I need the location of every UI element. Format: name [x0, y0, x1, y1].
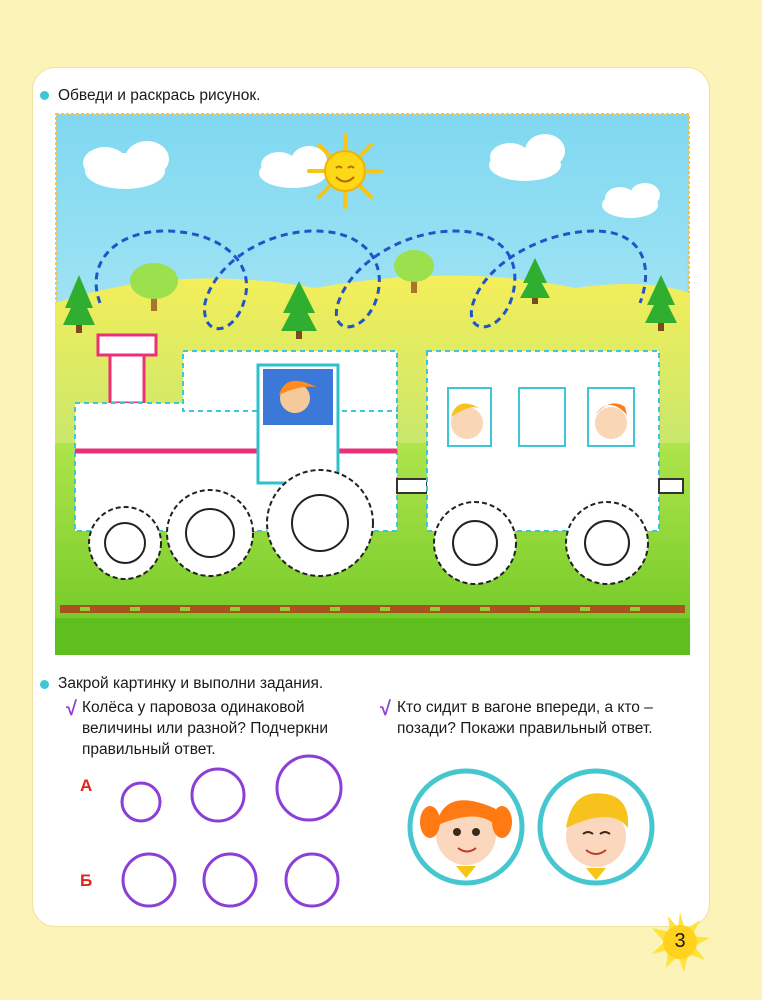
bullet-icon [40, 680, 49, 689]
question-wheels-line: правильный ответ. [82, 741, 216, 758]
question-children-line: Кто сидит в вагоне впереди, а кто – [397, 699, 653, 716]
check-mark-icon: √ [380, 698, 391, 720]
locomotive [75, 335, 427, 531]
question-children-line: позади? Покажи правильный ответ. [397, 720, 653, 737]
option-a-label: А [80, 776, 93, 795]
option-b-label: Б [80, 871, 93, 890]
train-illustration [55, 113, 690, 655]
page-number: 3 [674, 930, 686, 952]
instruction-cover-picture: Закрой картинку и выполни задания. [58, 675, 324, 692]
wheel-icon [566, 502, 648, 584]
bullet-icon [40, 91, 49, 100]
check-mark-icon: √ [66, 698, 77, 720]
instruction-trace-and-color: Обведи и раскрась рисунок. [58, 87, 261, 104]
question-wheels-line: величины или разной? Подчеркни [82, 720, 328, 737]
wheel-icon [267, 470, 373, 576]
question-wheels-line: Колёса у паровоза одинаковой [82, 699, 305, 716]
wheel-icon [89, 507, 161, 579]
wheel-icon [434, 502, 516, 584]
wheel-icon [167, 490, 253, 576]
